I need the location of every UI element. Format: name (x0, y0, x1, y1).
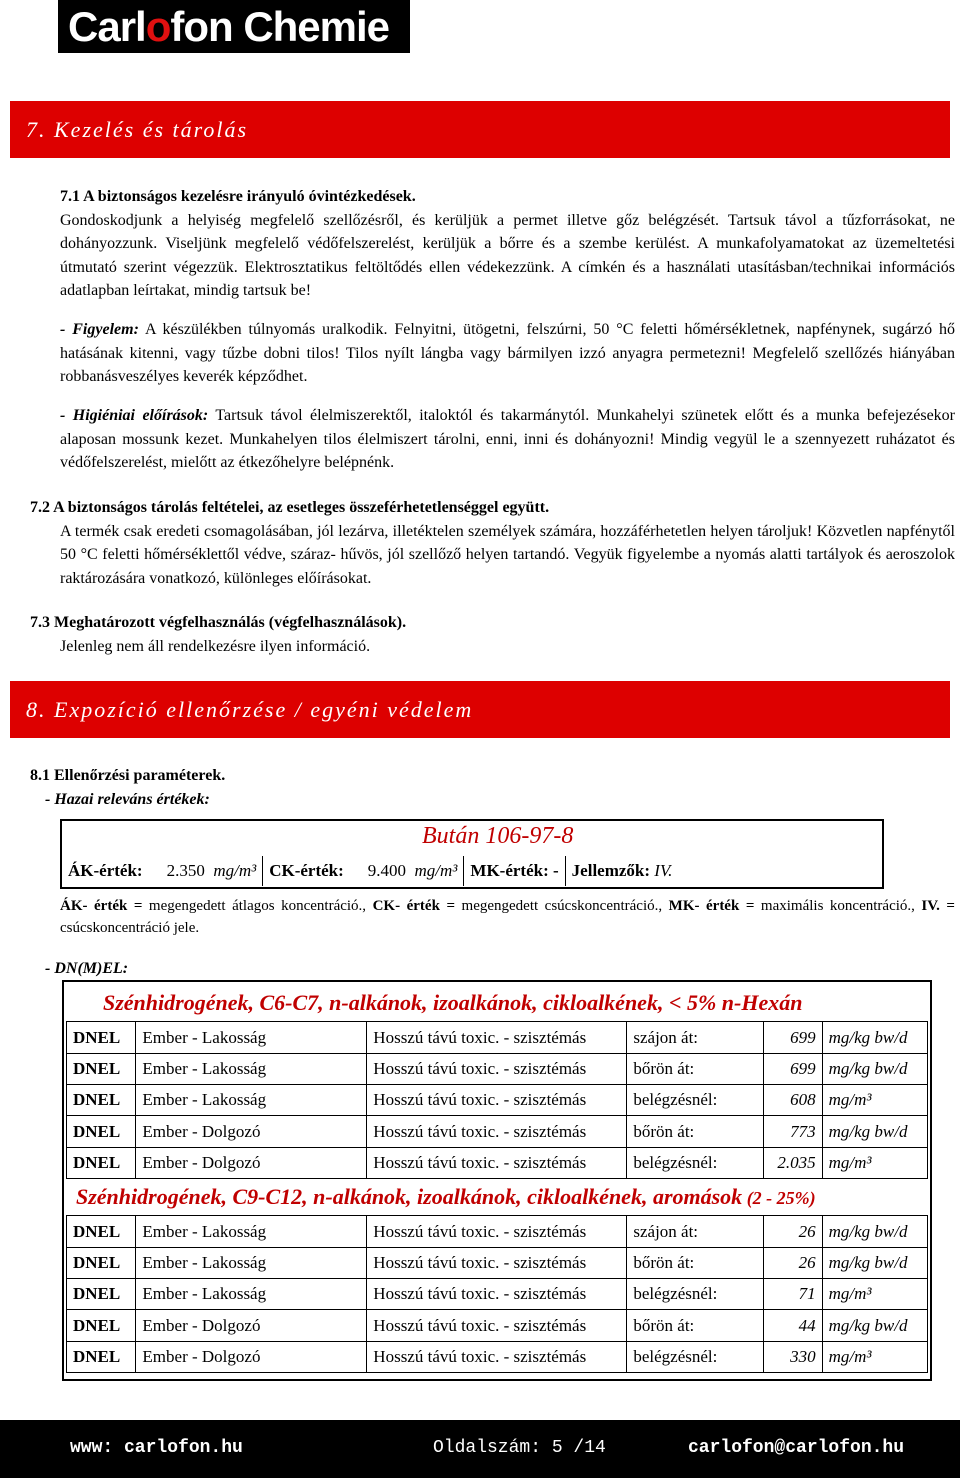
group1-route: bőrön át: (627, 1116, 764, 1148)
dnmel-label: - DN(M)EL: (45, 960, 129, 977)
group2-dnel-type: DNEL (66, 1341, 136, 1373)
group1-route: belégzésnél: (627, 1084, 764, 1116)
group1-population: Ember - Lakosság (136, 1022, 367, 1054)
group2-dnel-type: DNEL (66, 1278, 136, 1310)
figyelem-text: A készülékben túlnyomás uralkodik. Felnyitni, ütögetni, felszúrni, 50 °C feletti hőmérsékletnek, napfénynek, sugárzó hő hatásának kitenni, vagy tűzbe dobni tilos! Tilos nyílt lángba vagy bármilyen izzó anyagra permetezni! Megfelelő szellőzés hiányában robbanásveszélyes keverék képződhet. (60, 321, 956, 385)
group1-row (66, 1116, 928, 1148)
subsection-7-2-body: A termék csak eredeti csomagolásában, jól lezárva, illetéktelen személyek számára, hozzáférhetetlen helyen tároljuk! Közvetlen napfénytől 50 °C feletti hőmérséklettől védve, száraz- hűvös, jól szellőző helyen tartandó. Vegyük figyelembe a nyomás alatti tartályok és aeroszolok raktározására vonatkozó, különleges előírásokat. (60, 522, 955, 587)
figyelem-label: - Figyelem: (60, 321, 139, 338)
mk-label: MK-érték: - (464, 856, 565, 886)
ck-label: CK-érték: (269, 861, 344, 880)
group2-value: 44 (764, 1310, 823, 1342)
group2-unit: mg/kg bw/d (823, 1247, 928, 1279)
group2-dnel-type: DNEL (66, 1216, 136, 1248)
group2-exposure-type: Hosszú távú toxic. - szisztémás (367, 1310, 627, 1342)
group1-dnel-type: DNEL (66, 1084, 136, 1116)
group2-exposure-type: Hosszú távú toxic. - szisztémás (367, 1247, 627, 1279)
group1-population: Ember - Lakosság (136, 1084, 367, 1116)
group1-row (66, 1084, 928, 1116)
subsection-7-3-heading: 7.3 Meghatározott végfelhasználás (végfelhasználások). (30, 614, 407, 631)
group1-value: 699 (764, 1022, 823, 1054)
hazai-label: - Hazai releváns értékek: (45, 790, 210, 808)
legend-paragraph: ÁK- érték = megengedett átlagos koncentráció., CK- érték = megengedett csúcskoncentráció., MK- érték = maximális koncentráció., IV. = csúcskoncentráció jele. (60, 898, 955, 936)
group1-population: Ember - Lakosság (136, 1053, 367, 1085)
group2-route: belégzésnél: (627, 1278, 764, 1310)
group1-route: bőrön át: (627, 1053, 764, 1085)
section-7-1 (60, 185, 955, 303)
group2-row (66, 1247, 928, 1279)
group1-unit: mg/m³ (823, 1147, 928, 1179)
higienia-text: Tartsuk távol élelmiszerektől, italoktól és takarmánytól. Munkahelyi szünetek előtt és a munka befejezésekor alaposan mossunk kezet. Munkahelyen tilos élelmiszert tárolni, enni, inni és dohányozni! Mindig vegyül le a szennyezett ruházatot és védőfelszerelést, mielőtt az étkezőhelyre belépnénk. (60, 407, 955, 471)
group1-population: Ember - Dolgozó (136, 1116, 367, 1148)
footer-email[interactable]: carlofon@carlofon.hu (688, 1438, 905, 1458)
group1-exposure-type: Hosszú távú toxic. - szisztémás (367, 1053, 627, 1085)
group2-value: 26 (764, 1216, 823, 1248)
footer-website[interactable]: www: carlofon.hu (70, 1438, 243, 1458)
group1-exposure-type: Hosszú távú toxic. - szisztémás (367, 1084, 627, 1116)
group2-row (66, 1215, 928, 1248)
group2-exposure-type: Hosszú távú toxic. - szisztémás (367, 1278, 627, 1310)
group2-value: 71 (764, 1278, 823, 1310)
ck-value: 9.400 mg/m³ (350, 856, 465, 886)
group2-exposure-type: Hosszú távú toxic. - szisztémás (367, 1216, 627, 1248)
butan-title: Bután 106-97-8 (422, 823, 574, 849)
group1-dnel-type: DNEL (66, 1147, 136, 1179)
group2-unit: mg/kg bw/d (823, 1216, 928, 1248)
group2-value: 26 (764, 1247, 823, 1279)
section-7-2 (30, 496, 955, 590)
group2-row (66, 1310, 928, 1342)
group1-dnel-type: DNEL (66, 1022, 136, 1054)
group1-title: Szénhidrogének, C6-C7, n-alkánok, izoalkánok, cikloalkének, < 5% n-Hexán (103, 990, 803, 1015)
group1-value: 699 (764, 1053, 823, 1085)
subsection-7-2-heading: 7.2 A biztonságos tárolás feltételei, az esetleges összeférhetetlenséggel együtt. (30, 499, 550, 516)
higienia-paragraph (60, 404, 955, 475)
group2-population: Ember - Dolgozó (136, 1341, 367, 1373)
group1-row (66, 1053, 928, 1085)
group2-route: szájon át: (627, 1216, 764, 1248)
subsection-7-1-heading: 7.1 A biztonságos kezelésre irányuló óvintézkedések. (60, 188, 416, 205)
subsection-8-1-heading: 8.1 Ellenőrzési paraméterek. (30, 767, 226, 784)
section-7-3 (30, 611, 955, 658)
group1-route: szájon át: (627, 1022, 764, 1054)
footer-page-number: Oldalszám: 5 /14 (433, 1438, 606, 1458)
group2-row (66, 1341, 928, 1373)
company-logo: Carlofon Chemie (58, 0, 410, 53)
page-footer (0, 1420, 960, 1478)
group2-unit: mg/kg bw/d (823, 1310, 928, 1342)
group2-route: belégzésnél: (627, 1341, 764, 1373)
group2-title: Szénhidrogének, C9-C12, n-alkánok, izoalkánok, cikloalkének, aromások (2 - 25%) (76, 1184, 816, 1209)
group1-dnel-type: DNEL (66, 1116, 136, 1148)
group1-exposure-type: Hosszú távú toxic. - szisztémás (367, 1022, 627, 1054)
group2-population: Ember - Lakosság (136, 1247, 367, 1279)
section-8-heading: 8. Expozíció ellenőrzése / egyéni védelem (10, 681, 950, 738)
subsection-7-3-body: Jelenleg nem áll rendelkezésre ilyen információ. (60, 637, 371, 655)
group2-population: Ember - Dolgozó (136, 1310, 367, 1342)
group2-unit: mg/m³ (823, 1341, 928, 1373)
group2-route: bőrön át: (627, 1247, 764, 1279)
group2-dnel-type: DNEL (66, 1310, 136, 1342)
group2-population: Ember - Lakosság (136, 1216, 367, 1248)
group1-exposure-type: Hosszú távú toxic. - szisztémás (367, 1147, 627, 1179)
group2-dnel-type: DNEL (66, 1247, 136, 1279)
group2-row (66, 1278, 928, 1310)
group1-row (66, 1021, 928, 1054)
group2-population: Ember - Lakosság (136, 1278, 367, 1310)
group1-route: belégzésnél: (627, 1147, 764, 1179)
subsection-7-1-body: Gondoskodjunk a helyiség megfelelő szellőzésről, és kerüljük a permet illetve gőz belégzését. Tartsuk távol a tűzforrásokat, ne dohányozzunk. Viseljünk megfelelő védőfelszerelést, kerüljük a bőrre és a szembe kerülést. A munkafolyamatokat az üzemeltetési útmutató szerint végezzük. Elektrosztatikus feltöltődés ellen védekezzünk. A címkén és a használati utasításban/technikai információs adatlapban leírtakat, mindig tartsuk be! (60, 211, 955, 299)
group1-row (66, 1147, 928, 1179)
jellemzok: Jellemzők: IV. (571, 861, 673, 880)
group2-exposure-type: Hosszú távú toxic. - szisztémás (367, 1341, 627, 1373)
group2-route: bőrön át: (627, 1310, 764, 1342)
group1-value: 2.035 (764, 1147, 823, 1179)
group1-value: 773 (764, 1116, 823, 1148)
ak-label: ÁK-érték: (68, 861, 143, 880)
section-7-heading: 7. Kezelés és tárolás (10, 101, 950, 158)
group1-unit: mg/kg bw/d (823, 1053, 928, 1085)
ak-value: 2.350 mg/m³ (149, 856, 264, 886)
group1-exposure-type: Hosszú távú toxic. - szisztémás (367, 1116, 627, 1148)
higienia-label: - Higiéniai előírások: (60, 407, 209, 424)
group1-unit: mg/m³ (823, 1084, 928, 1116)
group1-value: 608 (764, 1084, 823, 1116)
section-8-1 (30, 764, 925, 811)
group1-unit: mg/kg bw/d (823, 1116, 928, 1148)
group2-unit: mg/m³ (823, 1278, 928, 1310)
butan-values-row (62, 856, 882, 886)
group1-population: Ember - Dolgozó (136, 1147, 367, 1179)
group1-unit: mg/kg bw/d (823, 1022, 928, 1054)
group1-dnel-type: DNEL (66, 1053, 136, 1085)
figyelem-paragraph (60, 318, 955, 389)
group2-value: 330 (764, 1341, 823, 1373)
